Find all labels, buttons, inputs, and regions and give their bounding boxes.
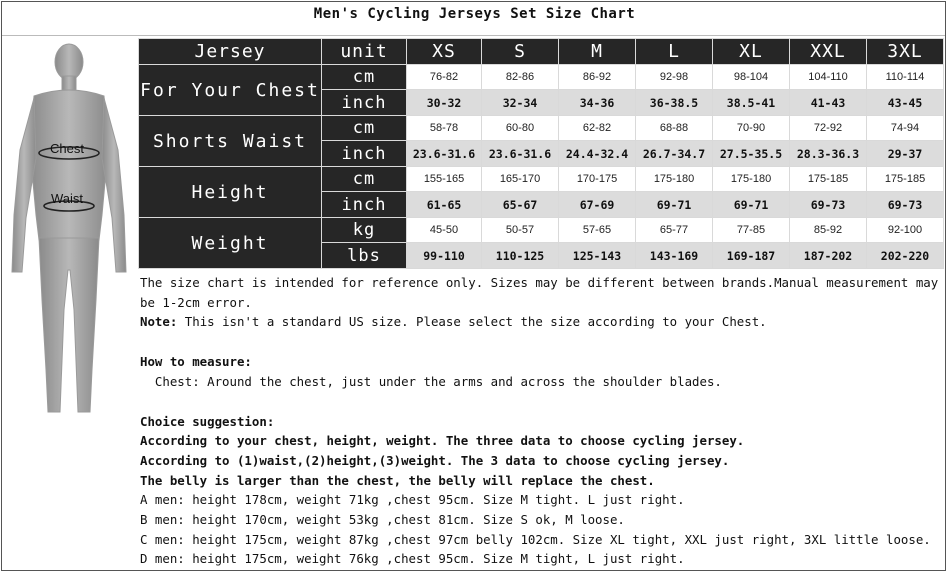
value-cell: 68-88 [636,116,713,141]
unit-cell: inch [322,192,407,218]
value-cell: 99-110 [407,243,482,269]
value-cell: 69-73 [790,192,867,218]
value-cell: 23.6-31.6 [482,141,559,167]
example-line: C men: height 175cm, weight 87kg ,chest 97cm belly 102cm. Size XL tight, XXL just right, 3XL little loose. [140,531,931,547]
value-cell: 50-57 [482,218,559,243]
body-figure-illustration [4,40,134,430]
choice-line: According to your chest, height, weight. The three data to choose cycling jersey. [140,433,745,449]
example-line: B men: height 170cm, weight 53kg ,chest 81cm. Size S ok, M loose. [140,512,625,528]
value-cell: 85-92 [790,218,867,243]
value-cell: 143-169 [636,243,713,269]
chest-label: Chest [50,141,84,156]
notes-section [140,273,940,569]
example-line: A men: height 178cm, weight 71kg ,chest 95cm. Size M tight. L just right. [140,492,685,508]
header-cell: XL [713,39,790,65]
unit-cell: cm [322,65,407,90]
value-cell: 169-187 [713,243,790,269]
value-cell: 92-100 [867,218,944,243]
value-cell: 65-67 [482,192,559,218]
value-cell: 69-71 [713,192,790,218]
value-cell: 30-32 [407,90,482,116]
header-cell: S [482,39,559,65]
header-cell: 3XL [867,39,944,65]
table-row [139,65,944,90]
value-cell: 76-82 [407,65,482,90]
value-cell: 61-65 [407,192,482,218]
disclaimer-text: The size chart is intended for reference only. Sizes may be different between brands.Manual measurement may be 1-2cm error. [140,275,939,310]
row-label-height: Height [139,167,322,218]
value-cell: 155-165 [407,167,482,192]
value-cell: 202-220 [867,243,944,269]
note-line [140,312,940,332]
value-cell: 27.5-35.5 [713,141,790,167]
header-cell: XXL [790,39,867,65]
choice-line: According to (1)waist,(2)height,(3)weight. The 3 data to choose cycling jersey. [140,452,730,468]
value-cell: 36-38.5 [636,90,713,116]
value-cell: 34-36 [559,90,636,116]
unit-cell: lbs [322,243,407,269]
header-cell: Jersey [139,39,322,65]
value-cell: 104-110 [790,65,867,90]
value-cell: 175-185 [790,167,867,192]
how-to-measure-text: Chest: Around the chest, just under the arms and across the shoulder blades. [140,373,722,389]
header-cell: M [559,39,636,65]
value-cell: 175-180 [713,167,790,192]
value-cell: 125-143 [559,243,636,269]
note-text: This isn't a standard US size. Please select the size according to your Chest. [177,314,767,330]
choice-suggestion-title: Choice suggestion: [140,413,275,429]
value-cell: 170-175 [559,167,636,192]
value-cell: 43-45 [867,90,944,116]
value-cell: 70-90 [713,116,790,141]
unit-cell: cm [322,167,407,192]
table-header-row [139,39,944,65]
value-cell: 110-125 [482,243,559,269]
value-cell: 92-98 [636,65,713,90]
value-cell: 110-114 [867,65,944,90]
note-label: Note: [140,314,178,330]
page-title: Men's Cycling Jerseys Set Size Chart [313,6,636,22]
table-row [139,116,944,141]
value-cell: 82-86 [482,65,559,90]
value-cell: 74-94 [867,116,944,141]
value-cell: 23.6-31.6 [407,141,482,167]
row-label-waist: Shorts Waist [139,116,322,167]
value-cell: 62-82 [559,116,636,141]
unit-cell: cm [322,116,407,141]
value-cell: 58-78 [407,116,482,141]
value-cell: 41-43 [790,90,867,116]
row-label-chest: For Your Chest [139,65,322,116]
header-cell: unit [322,39,407,65]
how-to-measure-title: How to measure: [140,354,252,370]
value-cell: 77-85 [713,218,790,243]
unit-cell: inch [322,141,407,167]
example-line: D men: height 175cm, weight 76kg ,chest 95cm. Size M tight, L just right. [140,551,685,567]
table-row [139,218,944,243]
value-cell: 60-80 [482,116,559,141]
header-cell: XS [407,39,482,65]
value-cell: 38.5-41 [713,90,790,116]
row-label-weight: Weight [139,218,322,269]
value-cell: 24.4-32.4 [559,141,636,167]
value-cell: 72-92 [790,116,867,141]
choice-line: The belly is larger than the chest, the belly will replace the chest. [140,472,655,488]
value-cell: 165-170 [482,167,559,192]
value-cell: 69-71 [636,192,713,218]
value-cell: 29-37 [867,141,944,167]
title-divider [2,35,945,36]
value-cell: 175-185 [867,167,944,192]
size-table [138,38,944,269]
waist-label: Waist [51,191,84,206]
value-cell: 32-34 [482,90,559,116]
value-cell: 98-104 [713,65,790,90]
value-cell: 45-50 [407,218,482,243]
value-cell: 26.7-34.7 [636,141,713,167]
table-row [139,167,944,192]
value-cell: 28.3-36.3 [790,141,867,167]
value-cell: 67-69 [559,192,636,218]
value-cell: 65-77 [636,218,713,243]
value-cell: 57-65 [559,218,636,243]
unit-cell: inch [322,90,407,116]
value-cell: 175-180 [636,167,713,192]
value-cell: 187-202 [790,243,867,269]
value-cell: 69-73 [867,192,944,218]
header-cell: L [636,39,713,65]
unit-cell: kg [322,218,407,243]
value-cell: 86-92 [559,65,636,90]
